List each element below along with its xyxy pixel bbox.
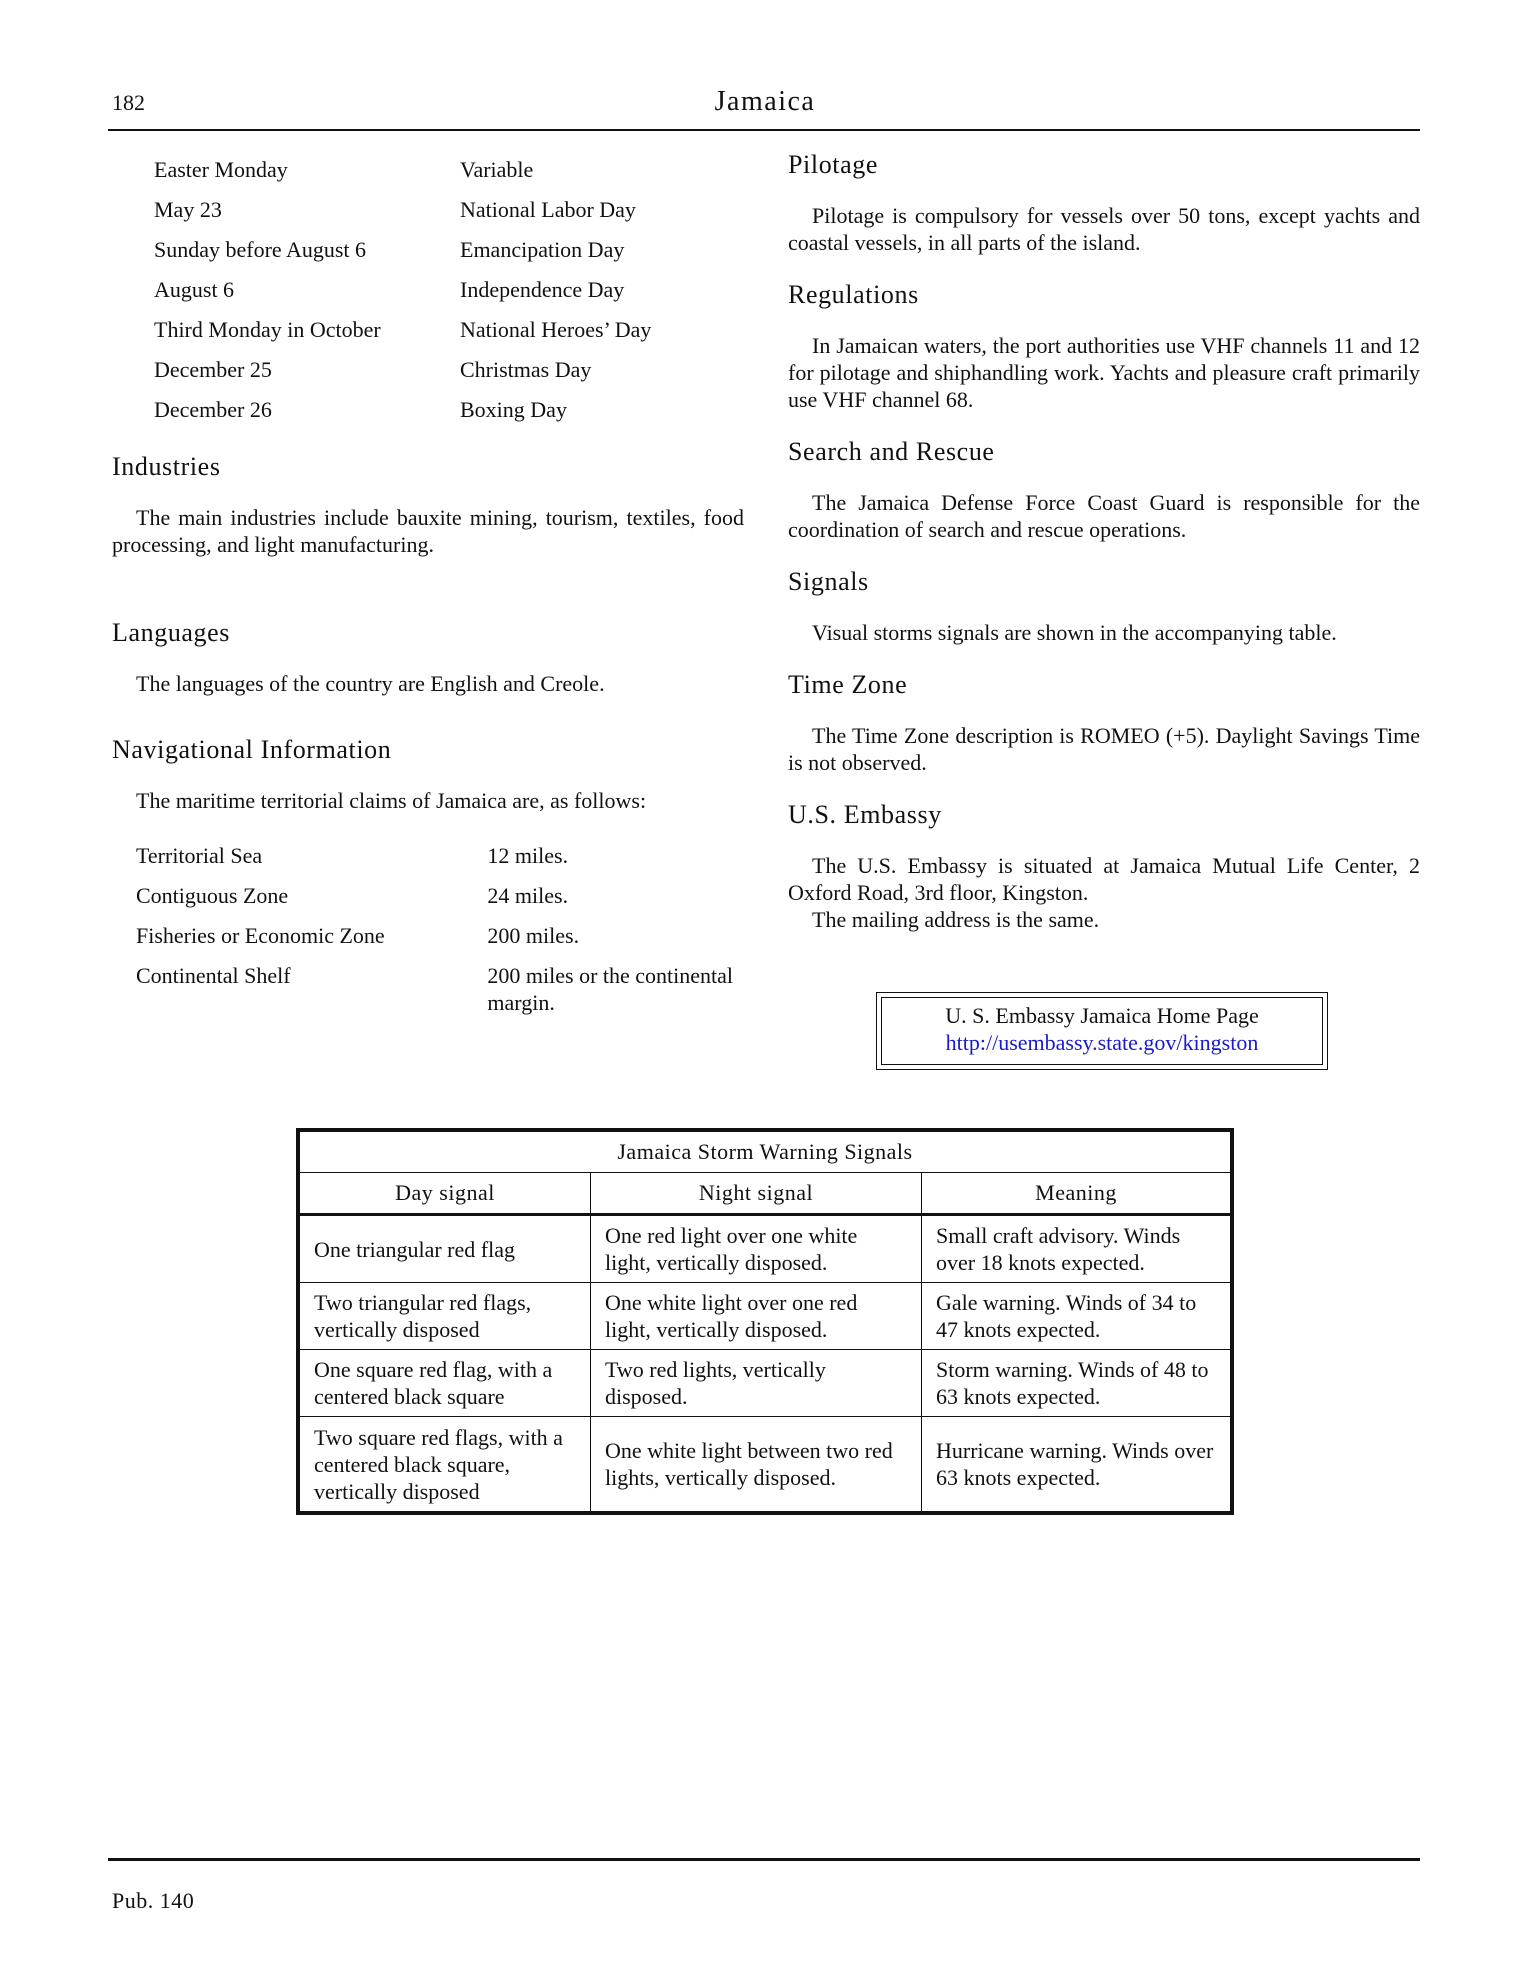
claim-value: 200 miles or the continental margin.	[487, 963, 734, 1015]
claims-table	[136, 842, 744, 1029]
navigational-text: The maritime territorial claims of Jamaica are, as follows:	[136, 788, 647, 813]
signals-heading: Signals	[788, 567, 869, 596]
holiday-date: December 26	[154, 397, 272, 422]
day-signal-cell: Two square red flags, with a centered black square, vertically disposed	[298, 1417, 591, 1514]
table-row	[298, 1350, 1232, 1417]
claim-value: 200 miles.	[487, 923, 580, 948]
footer-rule	[108, 1858, 1420, 1861]
holiday-row	[154, 350, 651, 390]
storm-table-title-row	[298, 1130, 1232, 1173]
column-header-day: Day signal	[298, 1173, 591, 1215]
claim-row	[136, 922, 744, 962]
holiday-name: Independence Day	[460, 277, 625, 302]
holiday-date: Sunday before August 6	[154, 237, 367, 262]
left-column	[112, 150, 744, 1029]
claim-value: 12 miles.	[487, 843, 569, 868]
embassy-link-url[interactable]: http://usembassy.state.gov/kingston	[945, 1030, 1259, 1055]
claim-name: Territorial Sea	[136, 843, 263, 868]
regulations-text: In Jamaican waters, the port authorities use VHF channels 11 and 12 for pilotage and shiphandling work. Yachts and pleasure craft primarily use VHF channel 68.	[788, 333, 1420, 412]
holiday-name: Emancipation Day	[460, 237, 625, 262]
pilotage-text: Pilotage is compulsory for vessels over 50 tons, except yachts and coastal vessels, in all parts of the island.	[788, 203, 1420, 255]
right-column	[788, 150, 1420, 933]
time-zone-heading: Time Zone	[788, 670, 908, 699]
claim-row	[136, 962, 744, 1029]
search-rescue-heading: Search and Rescue	[788, 437, 995, 466]
storm-table-title: Jamaica Storm Warning Signals	[298, 1130, 1232, 1173]
page-title: Jamaica	[714, 86, 816, 117]
holiday-row	[154, 150, 651, 190]
holiday-name: National Heroes’ Day	[460, 317, 652, 342]
holiday-date: December 25	[154, 357, 272, 382]
pilotage-heading: Pilotage	[788, 150, 879, 179]
holiday-date: Third Monday in October	[154, 317, 381, 342]
holiday-date: May 23	[154, 197, 222, 222]
night-signal-cell: One white light over one red light, vertically disposed.	[591, 1283, 922, 1350]
storm-table-header-row	[298, 1173, 1232, 1215]
holiday-row	[154, 310, 651, 350]
embassy-mailing-text: The mailing address is the same.	[812, 907, 1100, 932]
languages-text: The languages of the country are English and Creole.	[136, 671, 605, 696]
claim-name: Continental Shelf	[136, 963, 291, 988]
night-signal-cell: Two red lights, vertically disposed.	[591, 1350, 922, 1417]
holiday-row	[154, 230, 651, 270]
time-zone-text: The Time Zone description is ROMEO (+5). Daylight Savings Time is not observed.	[788, 723, 1420, 775]
day-signal-cell: One triangular red flag	[298, 1215, 591, 1283]
holiday-name: Variable	[460, 157, 534, 182]
claim-name: Contiguous Zone	[136, 883, 289, 908]
embassy-heading: U.S. Embassy	[788, 800, 942, 829]
day-signal-cell: One square red flag, with a centered black square	[298, 1350, 591, 1417]
claim-name: Fisheries or Economic Zone	[136, 923, 385, 948]
navigational-heading: Navigational Information	[112, 735, 392, 764]
signals-text: Visual storms signals are shown in the accompanying table.	[812, 620, 1337, 645]
table-row	[298, 1283, 1232, 1350]
embassy-link-label: U. S. Embassy Jamaica Home Page	[945, 1003, 1259, 1028]
holiday-date: August 6	[154, 277, 235, 302]
holiday-row	[154, 270, 651, 310]
meaning-cell: Hurricane warning. Winds over 63 knots expected.	[922, 1417, 1233, 1514]
holiday-row	[154, 190, 651, 230]
column-header-meaning: Meaning	[922, 1173, 1233, 1215]
storm-warning-table	[296, 1128, 1234, 1515]
holiday-name: National Labor Day	[460, 197, 636, 222]
claim-row	[136, 842, 744, 882]
meaning-cell: Gale warning. Winds of 34 to 47 knots expected.	[922, 1283, 1233, 1350]
publication-footer: Pub. 140	[112, 1888, 195, 1913]
holiday-name: Christmas Day	[460, 357, 592, 382]
search-rescue-text: The Jamaica Defense Force Coast Guard is responsible for the coordination of search and rescue operations.	[788, 490, 1420, 542]
meaning-cell: Storm warning. Winds of 48 to 63 knots expected.	[922, 1350, 1233, 1417]
holiday-name: Boxing Day	[460, 397, 567, 422]
regulations-heading: Regulations	[788, 280, 919, 309]
embassy-link-box	[876, 992, 1328, 1070]
holiday-table	[154, 150, 651, 430]
holiday-row	[154, 390, 651, 430]
industries-heading: Industries	[112, 452, 221, 481]
holiday-date: Easter Monday	[154, 157, 288, 182]
embassy-link-inner	[881, 997, 1323, 1065]
night-signal-cell: One white light between two red lights, vertically disposed.	[591, 1417, 922, 1514]
industries-text: The main industries include bauxite mining, tourism, textiles, food processing, and light manufacturing.	[112, 505, 744, 557]
meaning-cell: Small craft advisory. Winds over 18 knots expected.	[922, 1215, 1233, 1283]
column-header-night: Night signal	[591, 1173, 922, 1215]
table-row	[298, 1215, 1232, 1283]
header-rule	[108, 129, 1420, 131]
table-row	[298, 1417, 1232, 1514]
claim-row	[136, 882, 744, 922]
page-number: 182	[112, 90, 145, 115]
claim-value: 24 miles.	[487, 883, 569, 908]
languages-heading: Languages	[112, 618, 231, 647]
embassy-text: The U.S. Embassy is situated at Jamaica Mutual Life Center, 2 Oxford Road, 3rd floor, Kingston.	[788, 853, 1420, 905]
day-signal-cell: Two triangular red flags, vertically disposed	[298, 1283, 591, 1350]
night-signal-cell: One red light over one white light, vertically disposed.	[591, 1215, 922, 1283]
